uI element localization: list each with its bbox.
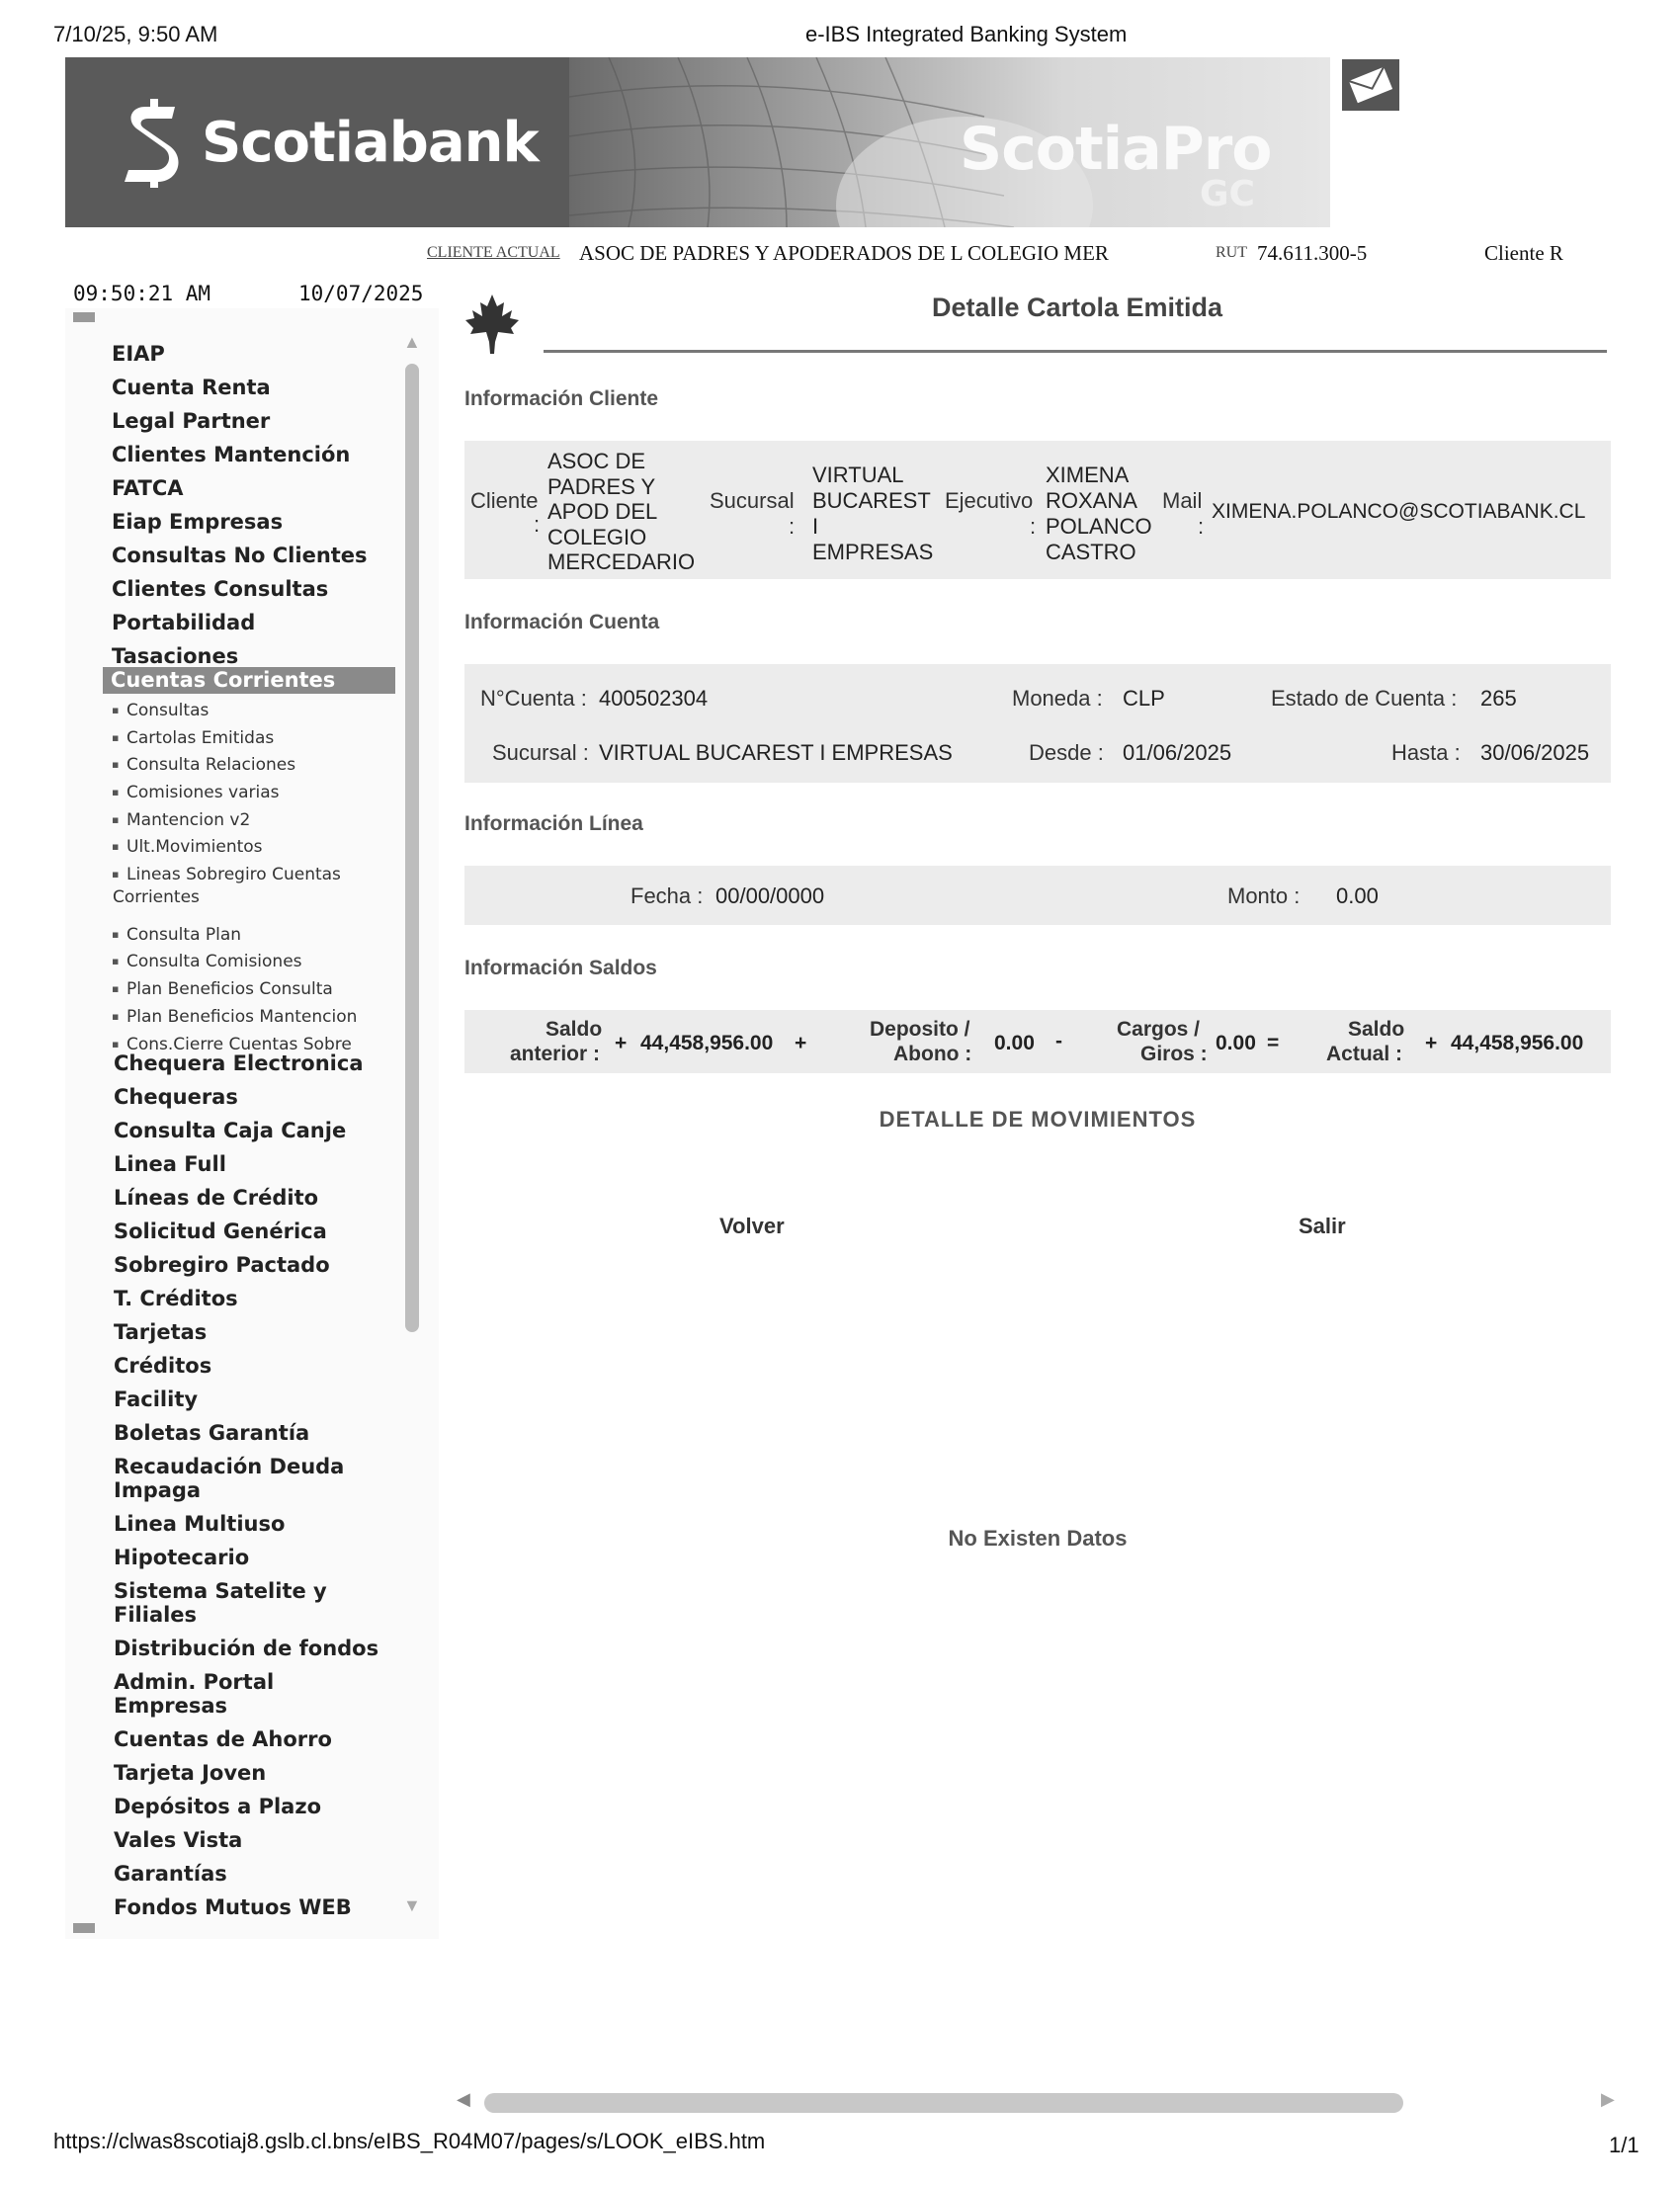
sucursal-label: Sucursal bbox=[710, 488, 795, 513]
sucursal-value-line: VIRTUAL bbox=[812, 462, 904, 487]
sidebar-item-fondos-mutuos-web[interactable]: Fondos Mutuos WEB bbox=[114, 1895, 352, 1919]
section-title-saldos: Información Saldos bbox=[464, 957, 657, 979]
sidebar-item-fatca[interactable]: FATCA bbox=[112, 476, 184, 500]
operator-equals: = bbox=[1267, 1032, 1280, 1054]
sidebar-item-cuentas-de-ahorro[interactable]: Cuentas de Ahorro bbox=[114, 1727, 332, 1751]
saldo-anterior-label-1: Saldo bbox=[546, 1018, 603, 1041]
sidebar-item-lineas-de-credito[interactable]: Líneas de Crédito bbox=[114, 1186, 319, 1210]
sidebar-item-tarjetas[interactable]: Tarjetas bbox=[114, 1320, 208, 1344]
rut-label: RUT bbox=[1216, 244, 1247, 261]
no-data-message: No Existen Datos bbox=[948, 1526, 1128, 1551]
sidebar-item-clientes-mantencion[interactable]: Clientes Mantención bbox=[112, 443, 351, 466]
cliente-value-line: MERCEDARIO bbox=[547, 549, 696, 574]
sidebar-item-portabilidad[interactable]: Portabilidad bbox=[112, 611, 256, 634]
numero-cuenta-value: 400502304 bbox=[599, 686, 709, 711]
sucursal-value-line: I bbox=[812, 514, 819, 539]
sidebar-item-legal-partner[interactable]: Legal Partner bbox=[112, 409, 271, 433]
saldo-anterior-label-2: anterior : bbox=[510, 1043, 601, 1065]
sidebar-subitem-consulta-relaciones[interactable]: ▪ Consulta Relaciones bbox=[126, 754, 295, 776]
moneda-label: Moneda : bbox=[1012, 686, 1103, 711]
salir-button[interactable]: Salir bbox=[1299, 1214, 1346, 1238]
sidebar-item-cuenta-renta[interactable]: Cuenta Renta bbox=[112, 376, 271, 399]
section-title-cliente: Información Cliente bbox=[464, 387, 659, 410]
scroll-left-icon[interactable]: ◀ bbox=[457, 2089, 470, 2109]
numero-cuenta-label: N°Cuenta : bbox=[480, 686, 587, 711]
sidebar-item-filiales[interactable]: Filiales bbox=[114, 1603, 198, 1627]
maple-leaf-icon bbox=[464, 293, 520, 356]
desde-label: Desde : bbox=[1029, 740, 1104, 765]
scroll-down-icon[interactable]: ▼ bbox=[403, 1895, 421, 1915]
ejecutivo-value-line: POLANCO bbox=[1046, 514, 1152, 539]
sidebar-item-recaudacion-deuda[interactable]: Recaudación Deuda bbox=[114, 1455, 345, 1478]
sidebar-item-consultas-no-clientes[interactable]: Consultas No Clientes bbox=[112, 544, 368, 567]
mail-icon[interactable] bbox=[1342, 59, 1399, 111]
cliente-value-line: ASOC DE bbox=[547, 449, 646, 473]
sidebar-item-t-creditos[interactable]: T. Créditos bbox=[114, 1287, 238, 1310]
cliente-label: Cliente bbox=[470, 488, 539, 513]
ejecutivo-value-line: CASTRO bbox=[1046, 540, 1136, 564]
sidebar-item-eiap[interactable]: EIAP bbox=[112, 342, 165, 366]
sidebar-menu bbox=[65, 308, 439, 1939]
title-divider bbox=[544, 350, 1607, 353]
cargos-value: 0.00 bbox=[1216, 1032, 1256, 1054]
sidebar-item-sobregiro-pactado[interactable]: Sobregiro Pactado bbox=[114, 1253, 330, 1277]
sidebar-item-facility[interactable]: Facility bbox=[114, 1387, 199, 1411]
sidebar-item-linea-full[interactable]: Linea Full bbox=[114, 1152, 226, 1176]
operator-minus: - bbox=[1055, 1030, 1062, 1052]
sucursal-colon: : bbox=[789, 514, 796, 539]
hasta-value: 30/06/2025 bbox=[1480, 740, 1590, 765]
saldo-anterior-value: 44,458,956.00 bbox=[640, 1032, 774, 1054]
saldo-actual-label-1: Saldo bbox=[1348, 1018, 1405, 1041]
sidebar-item-hipotecario[interactable]: Hipotecario bbox=[114, 1546, 250, 1569]
scotiabank-logo-icon bbox=[121, 99, 190, 188]
sidebar-subitem-cons-cierre-cuentas-sobre[interactable]: ▪ Cons.Cierre Cuentas Sobre bbox=[126, 1034, 352, 1055]
section-title-linea: Información Línea bbox=[464, 812, 643, 835]
client-extra: Cliente R bbox=[1484, 241, 1563, 265]
sidebar-item-consulta-caja-canje[interactable]: Consulta Caja Canje bbox=[114, 1119, 347, 1142]
scroll-right-icon[interactable]: ▶ bbox=[1601, 2089, 1615, 2109]
cliente-value-line: COLEGIO bbox=[547, 524, 647, 549]
sidebar-item-admin-portal[interactable]: Admin. Portal bbox=[114, 1670, 275, 1694]
sidebar-item-impaga[interactable]: Impaga bbox=[114, 1478, 202, 1502]
moneda-value: CLP bbox=[1123, 686, 1165, 711]
panel-cuenta bbox=[464, 664, 1611, 783]
sucursal-value-line: EMPRESAS bbox=[812, 540, 934, 564]
sidebar-subitem-consultas[interactable]: ▪ Consultas bbox=[126, 700, 209, 721]
cliente-value bbox=[547, 449, 695, 575]
cuenta-sucursal-value: VIRTUAL BUCAREST I EMPRESAS bbox=[599, 740, 953, 765]
sidebar-item-distribucion-de-fondos[interactable]: Distribución de fondos bbox=[114, 1637, 379, 1660]
sidebar-item-sistema-satelite-y[interactable]: Sistema Satelite y bbox=[114, 1579, 327, 1603]
client-label: CLIENTE ACTUAL bbox=[427, 244, 560, 261]
sidebar-item-linea-multiuso[interactable]: Linea Multiuso bbox=[114, 1512, 286, 1536]
session-date: 10/07/2025 bbox=[298, 282, 424, 305]
product-name: ScotiaPro bbox=[960, 115, 1272, 184]
volver-button[interactable]: Volver bbox=[719, 1214, 785, 1238]
sidebar-subitem-lineas-sobregiro-cuentas[interactable]: ▪ Lineas Sobregiro Cuentas bbox=[126, 864, 341, 885]
panel-linea bbox=[464, 866, 1611, 925]
mail-value: XIMENA.POLANCO@SCOTIABANK.CL bbox=[1212, 500, 1586, 523]
cargos-label-1: Cargos / bbox=[1117, 1018, 1201, 1041]
deposito-value: 0.00 bbox=[994, 1032, 1035, 1054]
sidebar-item-depositos-a-plazo[interactable]: Depósitos a Plazo bbox=[114, 1795, 321, 1818]
ejecutivo-value-line: XIMENA bbox=[1046, 462, 1130, 487]
linea-monto-label: Monto : bbox=[1227, 883, 1301, 908]
session-time: 09:50:21 AM bbox=[73, 282, 211, 305]
movimientos-title: DETALLE DE MOVIMIENTOS bbox=[879, 1107, 1197, 1132]
operator-plus: + bbox=[795, 1032, 807, 1054]
sidebar-subitem-ult-movimientos[interactable]: ▪ Ult.Movimientos bbox=[126, 836, 263, 858]
print-page: 1/1 bbox=[1609, 2133, 1639, 2157]
sidebar-item-eiap-empresas[interactable]: Eiap Empresas bbox=[112, 510, 284, 534]
sidebar-subitem-consulta-plan[interactable]: ▪ Consulta Plan bbox=[126, 924, 241, 946]
cuenta-sucursal-label: Sucursal : bbox=[492, 740, 589, 765]
sidebar-subitem-corrientes[interactable]: Corrientes bbox=[113, 887, 200, 907]
brand-name: Scotiabank bbox=[202, 111, 539, 175]
ejecutivo-colon: : bbox=[1030, 514, 1037, 539]
hasta-label: Hasta : bbox=[1391, 740, 1461, 765]
sidebar-item-vales-vista[interactable]: Vales Vista bbox=[114, 1828, 243, 1852]
section-title-cuenta: Información Cuenta bbox=[464, 611, 660, 633]
sidebar-subitem-cartolas-emitidas[interactable]: ▪ Cartolas Emitidas bbox=[126, 727, 274, 749]
sidebar-item-empresas[interactable]: Empresas bbox=[114, 1694, 228, 1718]
sidebar-subitem-plan-beneficios-consulta[interactable]: ▪ Plan Beneficios Consulta bbox=[126, 978, 333, 1000]
estado-cuenta-value: 265 bbox=[1480, 686, 1517, 711]
deposito-label-1: Deposito / bbox=[870, 1018, 970, 1041]
cliente-value-line: PADRES Y bbox=[547, 473, 656, 499]
sucursal-value-line: BUCAREST bbox=[812, 488, 931, 513]
ejecutivo-label: Ejecutivo bbox=[945, 488, 1034, 513]
sidebar-item-boletas-garantia[interactable]: Boletas Garantía bbox=[114, 1421, 310, 1445]
saldo-actual-value: 44,458,956.00 bbox=[1451, 1032, 1584, 1054]
ejecutivo-value bbox=[1046, 462, 1152, 565]
cargos-label-2: Giros : bbox=[1140, 1043, 1208, 1065]
sidebar-item-solicitud-generica[interactable]: Solicitud Genérica bbox=[114, 1219, 327, 1243]
print-url: https://clwas8scotiaj8.gslb.cl.bns/eIBS_R04M07/pages/s/LOOK_eIBS.htm bbox=[53, 2129, 766, 2153]
deposito-label-2: Abono : bbox=[893, 1043, 972, 1065]
saldo-anterior-sign: + bbox=[615, 1032, 628, 1054]
sidebar-item-tarjeta-joven[interactable]: Tarjeta Joven bbox=[114, 1761, 267, 1785]
sidebar-subitem-mantencion-v2[interactable]: ▪ Mantencion v2 bbox=[126, 809, 250, 831]
sidebar-item-cuentas-corrientes[interactable]: Cuentas Corrientes bbox=[103, 667, 395, 694]
print-title: e-IBS Integrated Banking System bbox=[805, 22, 1128, 46]
sidebar-item-chequeras[interactable]: Chequeras bbox=[114, 1085, 238, 1109]
saldo-actual-label-2: Actual : bbox=[1326, 1043, 1403, 1065]
ejecutivo-value-line: ROXANA bbox=[1046, 488, 1137, 513]
sidebar-item-chequera-electronica[interactable]: Chequera Electronica bbox=[114, 1051, 364, 1075]
print-datetime: 7/10/25, 9:50 AM bbox=[53, 22, 218, 46]
cliente-colon: : bbox=[534, 512, 541, 537]
page-title: Detalle Cartola Emitida bbox=[931, 293, 1223, 322]
estado-cuenta-label: Estado de Cuenta : bbox=[1271, 686, 1458, 711]
scroll-up-icon[interactable]: ▲ bbox=[403, 332, 421, 352]
sidebar-item-clientes-consultas[interactable]: Clientes Consultas bbox=[112, 577, 329, 601]
client-bar bbox=[425, 237, 1621, 269]
sidebar-subitem-plan-beneficios-mantencion[interactable]: ▪ Plan Beneficios Mantencion bbox=[126, 1006, 357, 1028]
client-rut: 74.611.300-5 bbox=[1257, 241, 1368, 265]
sidebar-subitem-consulta-comisiones[interactable]: ▪ Consulta Comisiones bbox=[126, 951, 302, 972]
product-suffix: GC bbox=[1200, 174, 1255, 214]
sidebar-scroll-thumb[interactable] bbox=[405, 364, 419, 1332]
mail-colon: : bbox=[1198, 514, 1205, 539]
client-name: ASOC DE PADRES Y APODERADOS DE L COLEGIO MER bbox=[579, 241, 1109, 265]
mail-label: Mail bbox=[1162, 488, 1203, 513]
saldo-actual-sign: + bbox=[1425, 1032, 1438, 1054]
linea-fecha-value: 00/00/0000 bbox=[715, 883, 825, 908]
sidebar-item-creditos[interactable]: Créditos bbox=[114, 1354, 212, 1378]
desde-value: 01/06/2025 bbox=[1123, 740, 1232, 765]
cliente-value-line: APOD DEL bbox=[547, 499, 658, 524]
horizontal-scroll-thumb[interactable] bbox=[484, 2093, 1403, 2113]
sucursal-value bbox=[812, 462, 933, 565]
sidebar-item-tasaciones[interactable]: Tasaciones bbox=[112, 644, 239, 668]
banner bbox=[65, 57, 1330, 227]
panel-cliente bbox=[464, 441, 1611, 579]
sidebar-subitem-comisiones-varias[interactable]: ▪ Comisiones varias bbox=[126, 782, 280, 803]
sidebar-item-garantias[interactable]: Garantías bbox=[114, 1862, 227, 1886]
panel-saldos bbox=[464, 1010, 1611, 1073]
linea-fecha-label: Fecha : bbox=[630, 883, 704, 908]
linea-monto-value: 0.00 bbox=[1336, 883, 1379, 908]
